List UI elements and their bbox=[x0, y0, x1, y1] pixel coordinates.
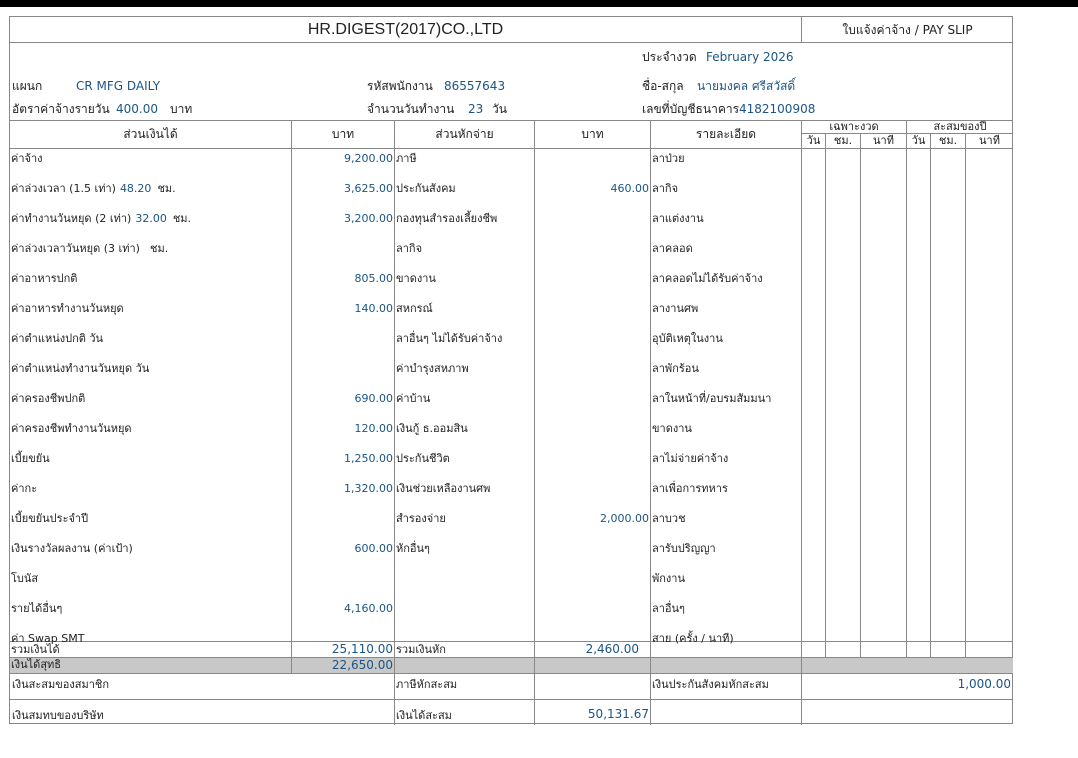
total-deduct-value: 2,460.00 bbox=[585, 642, 639, 656]
dept-label: แผนก bbox=[12, 79, 43, 93]
deduct-item-label: สหกรณ์ bbox=[396, 302, 433, 315]
income-item-label bbox=[11, 212, 191, 226]
income-item-label: ค่าครองชีพทำงานวันหยุด bbox=[11, 422, 132, 435]
income-item-label: โบนัส bbox=[11, 572, 39, 585]
deduct-item-value: 460.00 bbox=[610, 182, 649, 195]
income-item-label: ค่า Swap SMT bbox=[11, 632, 85, 645]
deduct-item-label: ลากิจ bbox=[396, 242, 423, 255]
col-ytd-day: วัน bbox=[911, 134, 926, 147]
name-value: นายมงคล ศรีสวัสดิ์ bbox=[697, 79, 796, 93]
income-item-unit: ชม. bbox=[157, 182, 176, 195]
bank-label: เลขที่บัญชีธนาคาร bbox=[642, 102, 740, 116]
leave-item-label: ลาคลอด bbox=[652, 242, 693, 255]
col-baht-2: บาท bbox=[581, 127, 604, 141]
income-item-label: ค่าอาหารทำงานวันหยุด bbox=[11, 302, 124, 315]
leave-item-label: ลางานศพ bbox=[652, 302, 699, 315]
income-item-label bbox=[11, 242, 168, 256]
leave-item-label: ขาดงาน bbox=[652, 422, 692, 435]
income-item-value: 4,160.00 bbox=[344, 602, 393, 615]
deduct-item-label: ค่าบ้าน bbox=[396, 392, 431, 405]
rate-value: 400.00 bbox=[116, 102, 158, 116]
col-detail: รายละเอียด bbox=[695, 127, 757, 141]
leave-item-label: ลารับปริญญา bbox=[652, 542, 716, 555]
net-pay-band bbox=[10, 657, 1013, 673]
name-label: ชื่อ-สกุล bbox=[642, 79, 684, 93]
bank-value: 4182100908 bbox=[739, 102, 816, 116]
deduct-item-label: ประกันสังคม bbox=[396, 182, 456, 195]
income-item-label: รายได้อื่นๆ bbox=[11, 602, 63, 615]
income-item-label: ค่าจ้าง bbox=[11, 152, 43, 165]
income-item-label-text: ค่าทำงานวันหยุด (2 เท่า) bbox=[11, 212, 132, 225]
deduct-item-label: เงินกู้ ธ.ออมสิน bbox=[396, 422, 468, 435]
days-label: จำนวนวันทำงาน bbox=[367, 102, 455, 116]
sso-acc-value: 1,000.00 bbox=[957, 677, 1011, 691]
income-item-label: ค่าตำแหน่งทำงานวันหยุด วัน bbox=[11, 362, 150, 375]
col-baht-1: บาท bbox=[331, 127, 355, 141]
income-acc-label: เงินได้สะสม bbox=[396, 709, 452, 722]
days-unit: วัน bbox=[492, 102, 507, 116]
income-item-label: เงินรางวัลผลงาน (ค่าเป้า) bbox=[11, 542, 133, 555]
income-item-value: 3,625.00 bbox=[344, 182, 393, 195]
net-pay-value: 22,650.00 bbox=[331, 658, 393, 672]
deduct-item-label: ภาษี bbox=[396, 152, 417, 165]
col-period-hour: ชม. bbox=[833, 134, 853, 147]
leave-item-label: สาย (ครั้ง / นาที) bbox=[652, 632, 734, 645]
col-period-day: วัน bbox=[806, 134, 821, 147]
income-item-label: ค่าอาหารปกติ bbox=[11, 272, 78, 285]
company-name: HR.DIGEST(2017)CO.,LTD bbox=[307, 21, 504, 38]
income-item-label bbox=[11, 182, 176, 196]
income-item-value: 140.00 bbox=[354, 302, 393, 315]
col-period-minute: นาที bbox=[873, 134, 894, 147]
income-item-label: ค่ากะ bbox=[11, 482, 38, 495]
period-value: February 2026 bbox=[706, 50, 794, 64]
income-acc-value: 50,131.67 bbox=[587, 707, 649, 721]
income-item-unit: ชม. bbox=[149, 242, 169, 255]
deduct-item-label: เงินช่วยเหลืองานศพ bbox=[396, 482, 491, 495]
leave-item-label: ลาพักร้อน bbox=[652, 362, 699, 375]
income-item-value: 9,200.00 bbox=[344, 152, 393, 165]
leave-item-label: อุบัติเหตุในงาน bbox=[652, 332, 723, 345]
income-item-qty: 32.00 bbox=[135, 212, 167, 225]
income-item-label: เบี้ยขยันประจำปี bbox=[11, 512, 89, 525]
col-deduct: ส่วนหักจ่าย bbox=[435, 127, 494, 141]
leave-item-label: ลาในหน้าที่/อบรมสัมมนา bbox=[652, 392, 772, 405]
deduct-item-label: ประกันชีวิต bbox=[396, 452, 450, 465]
leave-item-label: ลาบวช bbox=[652, 512, 686, 525]
col-ytd: สะสมของปี bbox=[933, 120, 987, 133]
company-contrib-label: เงินสมทบของบริษัท bbox=[12, 709, 104, 722]
col-ytd-hour: ชม. bbox=[938, 134, 958, 147]
income-item-value: 1,250.00 bbox=[344, 452, 393, 465]
total-income-label: รวมเงินได้ bbox=[11, 643, 60, 656]
income-item-label: ค่าตำแหน่งปกติ วัน bbox=[11, 332, 104, 345]
leave-item-label: ลาไม่จ่ายค่าจ้าง bbox=[652, 452, 729, 465]
deduct-item-value: 2,000.00 bbox=[600, 512, 649, 525]
leave-item-label: ลาเพื่อการทหาร bbox=[652, 482, 728, 495]
leave-item-label: ลาป่วย bbox=[652, 152, 685, 165]
days-value: 23 bbox=[468, 102, 484, 116]
leave-item-label: ลากิจ bbox=[652, 182, 679, 195]
leave-item-label: ลาอื่นๆ bbox=[652, 602, 685, 615]
income-item-qty: 48.20 bbox=[119, 182, 152, 195]
income-item-label: ค่าครองชีพปกติ bbox=[11, 392, 86, 405]
income-item-unit: ชม. bbox=[172, 212, 192, 225]
period-label: ประจำงวด bbox=[642, 50, 697, 64]
leave-item-label: ลาแต่งงาน bbox=[652, 212, 704, 225]
deduct-item-label: กองทุนสำรองเลี้ยงชีพ bbox=[396, 212, 498, 225]
deduct-item-label: หักอื่นๆ bbox=[396, 542, 430, 555]
payslip-sheet bbox=[9, 16, 1013, 724]
net-pay-label: เงินได้สุทธิ bbox=[11, 658, 62, 671]
total-income-value: 25,110.00 bbox=[331, 642, 393, 656]
leave-item-label: ลาคลอดไม่ได้รับค่าจ้าง bbox=[652, 272, 763, 285]
income-item-value: 1,320.00 bbox=[344, 482, 393, 495]
total-deduct-label: รวมเงินหัก bbox=[396, 643, 446, 656]
emp-id-label: รหัสพนักงาน bbox=[367, 79, 433, 93]
leave-item-label: พักงาน bbox=[652, 572, 685, 585]
income-item-value: 690.00 bbox=[354, 392, 393, 405]
member-savings-label: เงินสะสมของสมาชิก bbox=[12, 678, 110, 691]
income-item-label-text: ค่าล่วงเวลาวันหยุด (3 เท่า) bbox=[11, 242, 140, 255]
income-item-label: เบี้ยขยัน bbox=[11, 452, 50, 465]
col-ytd-minute: นาที bbox=[979, 134, 1000, 147]
tax-acc-label: ภาษีหักสะสม bbox=[396, 678, 458, 691]
payslip-title: ใบแจ้งค่าจ้าง / PAY SLIP bbox=[842, 23, 973, 37]
sso-acc-label: เงินประกันสังคมหักสะสม bbox=[652, 678, 769, 691]
income-item-value: 600.00 bbox=[354, 542, 393, 555]
col-period: เฉพาะงวด bbox=[829, 120, 879, 133]
deduct-item-label: สำรองจ่าย bbox=[396, 512, 446, 525]
rate-unit: บาท bbox=[170, 102, 193, 116]
rate-label: อัตราค่าจ้างรายวัน bbox=[12, 102, 110, 116]
deduct-item-label: ค่าบำรุงสหภาพ bbox=[396, 362, 469, 375]
income-item-value: 805.00 bbox=[354, 272, 393, 285]
income-item-value: 120.00 bbox=[354, 422, 393, 435]
col-income: ส่วนเงินได้ bbox=[123, 127, 178, 141]
dept-value: CR MFG DAILY bbox=[76, 79, 161, 93]
emp-id-value: 86557643 bbox=[444, 79, 506, 93]
deduct-item-label: ลาอื่นๆ ไม่ได้รับค่าจ้าง bbox=[396, 332, 503, 345]
deduct-item-label: ขาดงาน bbox=[396, 272, 436, 285]
income-item-label-text: ค่าล่วงเวลา (1.5 เท่า) bbox=[11, 182, 116, 195]
top-black-bar bbox=[0, 0, 1078, 7]
income-item-value: 3,200.00 bbox=[344, 212, 393, 225]
